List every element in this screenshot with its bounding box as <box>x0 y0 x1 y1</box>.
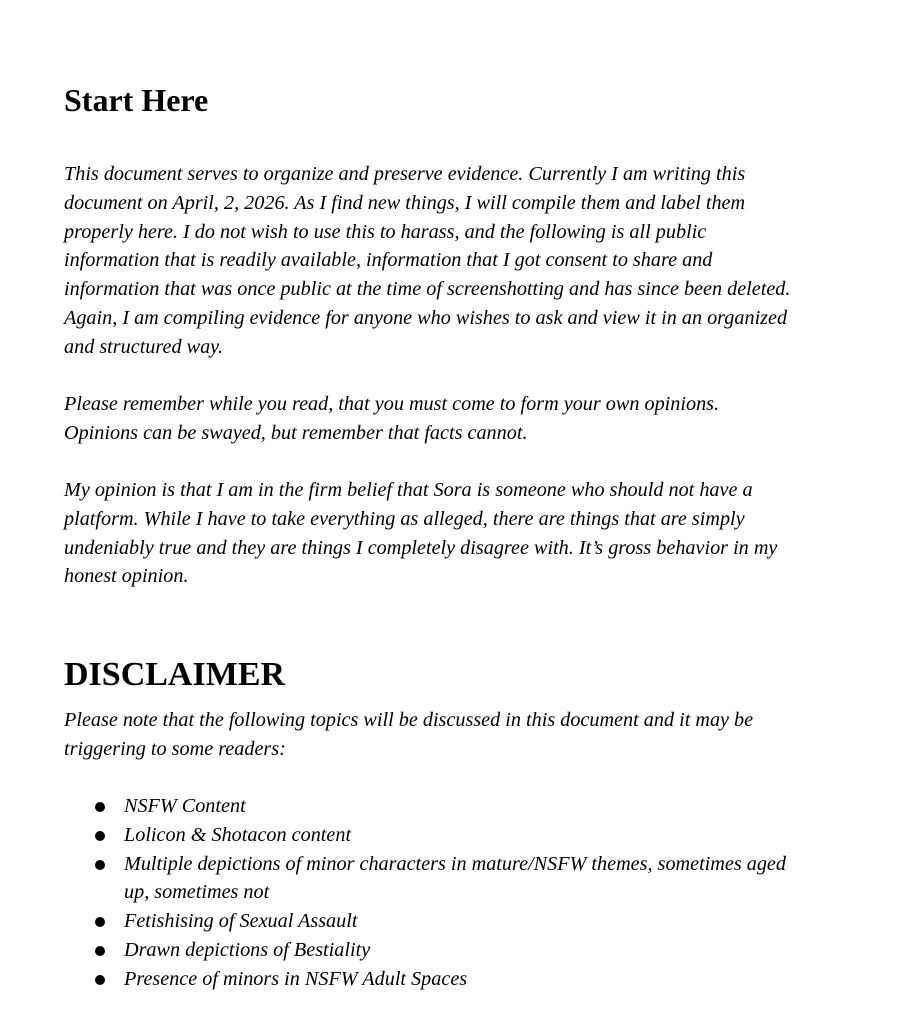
text-line: and structured way. <box>64 335 224 358</box>
intro-paragraph <box>64 160 864 362</box>
text-line: Opinions can be swayed, but remember that facts cannot. <box>64 421 528 444</box>
list-item <box>64 792 864 821</box>
opinion-paragraph <box>64 476 864 591</box>
list-item-text: up, sometimes not <box>124 881 270 904</box>
list-item-text: Multiple depictions of minor characters in mature/NSFW themes, sometimes aged <box>124 852 786 875</box>
list-item <box>64 936 864 965</box>
text-line: information that was once public at the time of screenshotting and has since been deleted. <box>64 278 791 301</box>
disclaimer-intro-paragraph <box>64 706 864 764</box>
bullet-icon <box>95 917 105 927</box>
heading-disclaimer: DISCLAIMER <box>64 656 286 693</box>
heading-start-here: Start Here <box>64 82 209 118</box>
text-line: properly here. I do not wish to use this to harass, and the following is all public <box>64 220 707 243</box>
list-item <box>64 907 864 936</box>
list-item-text: Fetishising of Sexual Assault <box>124 910 358 933</box>
bullet-icon <box>95 975 105 985</box>
bullet-icon <box>95 802 105 812</box>
list-item-text: Lolicon & Shotacon content <box>124 823 352 846</box>
bullet-icon <box>95 946 105 956</box>
text-line: Please note that the following topics will be discussed in this document and it may be <box>64 709 754 731</box>
list-item <box>64 821 864 850</box>
list-item-text: Presence of minors in NSFW Adult Spaces <box>124 967 468 990</box>
list-item <box>64 965 864 994</box>
list-item-text: NSFW Content <box>124 795 246 817</box>
bullet-icon <box>95 860 105 870</box>
list-item-text: Drawn depictions of Bestiality <box>124 938 371 961</box>
reminder-paragraph <box>64 390 864 448</box>
bullet-icon <box>95 831 105 841</box>
list-item <box>64 850 864 908</box>
text-line: Again, I am compiling evidence for anyone who wishes to ask and view it in an organized <box>64 306 788 329</box>
text-line: information that is readily available, information that I got consent to share and <box>64 249 713 272</box>
text-line: This document serves to organize and preserve evidence. Currently I am writing this <box>64 163 746 185</box>
topics-list <box>64 792 864 994</box>
text-line: undeniably true and they are things I completely disagree with. It’s gross behavior in my <box>64 536 778 559</box>
text-line: document on April, 2, 2026. As I find new things, I will compile them and label them <box>64 191 746 214</box>
text-line: honest opinion. <box>64 565 189 588</box>
text-line: platform. While I have to take everything as alleged, there are things that are simply <box>64 507 745 530</box>
text-line: My opinion is that I am in the firm belief that Sora is someone who should not have a <box>64 479 753 501</box>
text-line: triggering to some readers: <box>64 737 286 760</box>
text-line: Please remember while you read, that you must come to form your own opinions. <box>64 393 720 415</box>
